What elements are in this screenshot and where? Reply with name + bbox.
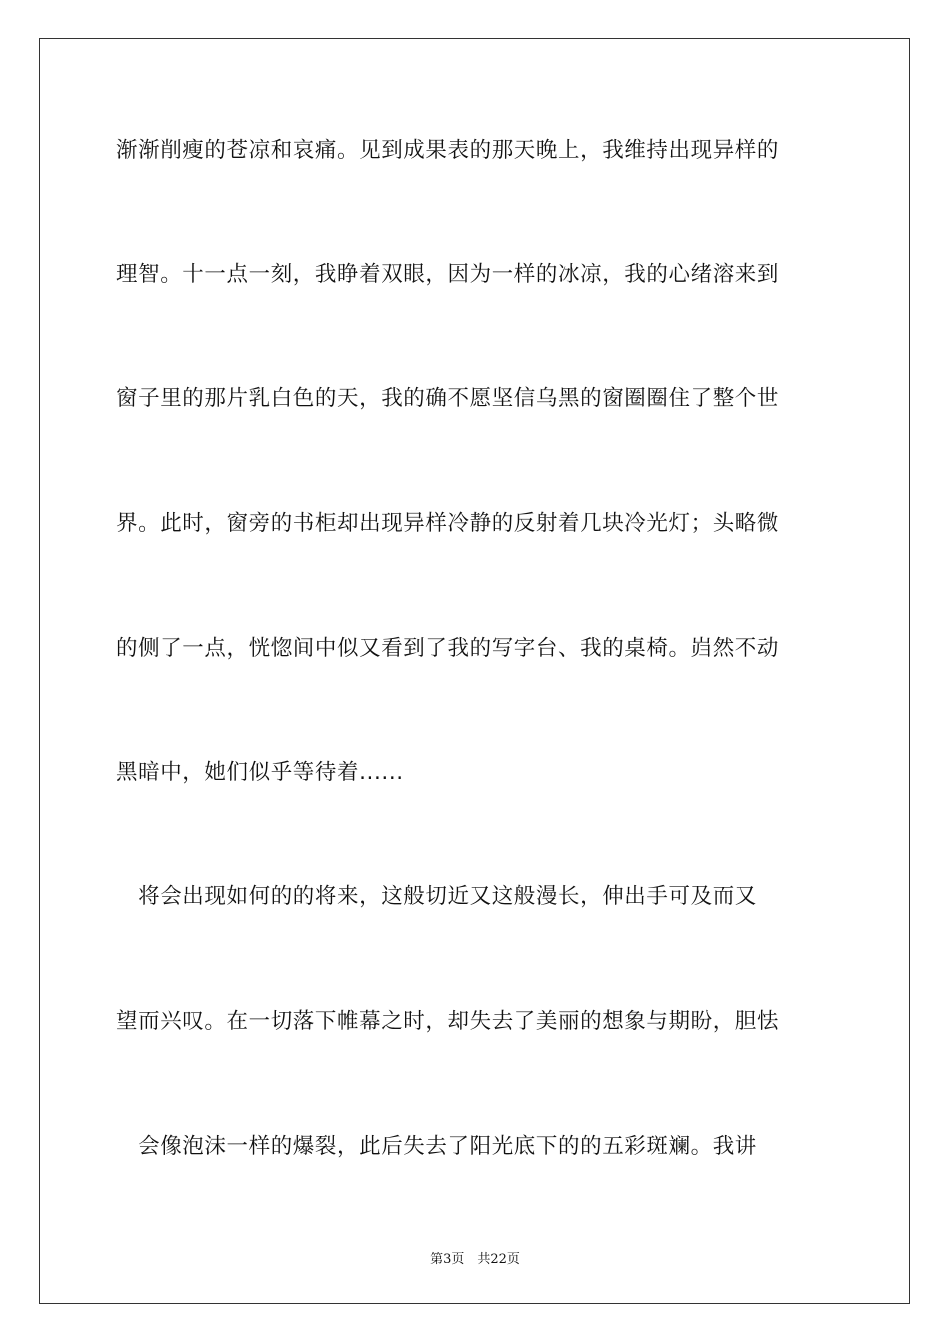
text-line: 将会出现如何的的将来，这般切近又这般漫长，伸出手可及而又 [116, 884, 757, 909]
text-line: 渐渐削瘦的苍凉和哀痛。见到成果表的那天晚上，我维持出现异样的 [116, 138, 780, 163]
page-number-footer: 第3页 共22页 [430, 1252, 520, 1267]
text-line: 理智。十一点一刻，我睁着双眼，因为一样的冰凉，我的心绪溶来到 [116, 262, 780, 287]
text-line: 窗子里的那片乳白色的天，我的确不愿坚信乌黑的窗圈圈住了整个世 [116, 386, 780, 411]
text-line: 界。此时，窗旁的书柜却出现异样冷静的反射着几块冷光灯；头略微 [116, 511, 780, 536]
text-line: 黑暗中，她们似乎等待着...... [116, 760, 404, 785]
text-line: 的侧了一点，恍惚间中似又看到了我的写字台、我的桌椅。岿然不动 [116, 636, 780, 661]
text-line: 望而兴叹。在一切落下帷幕之时，却失去了美丽的想象与期盼，胆怯 [116, 1009, 780, 1034]
text-line: 会像泡沫一样的爆裂，此后失去了阳光底下的的五彩斑斓。我讲 [116, 1134, 757, 1159]
page-border [39, 38, 910, 1304]
